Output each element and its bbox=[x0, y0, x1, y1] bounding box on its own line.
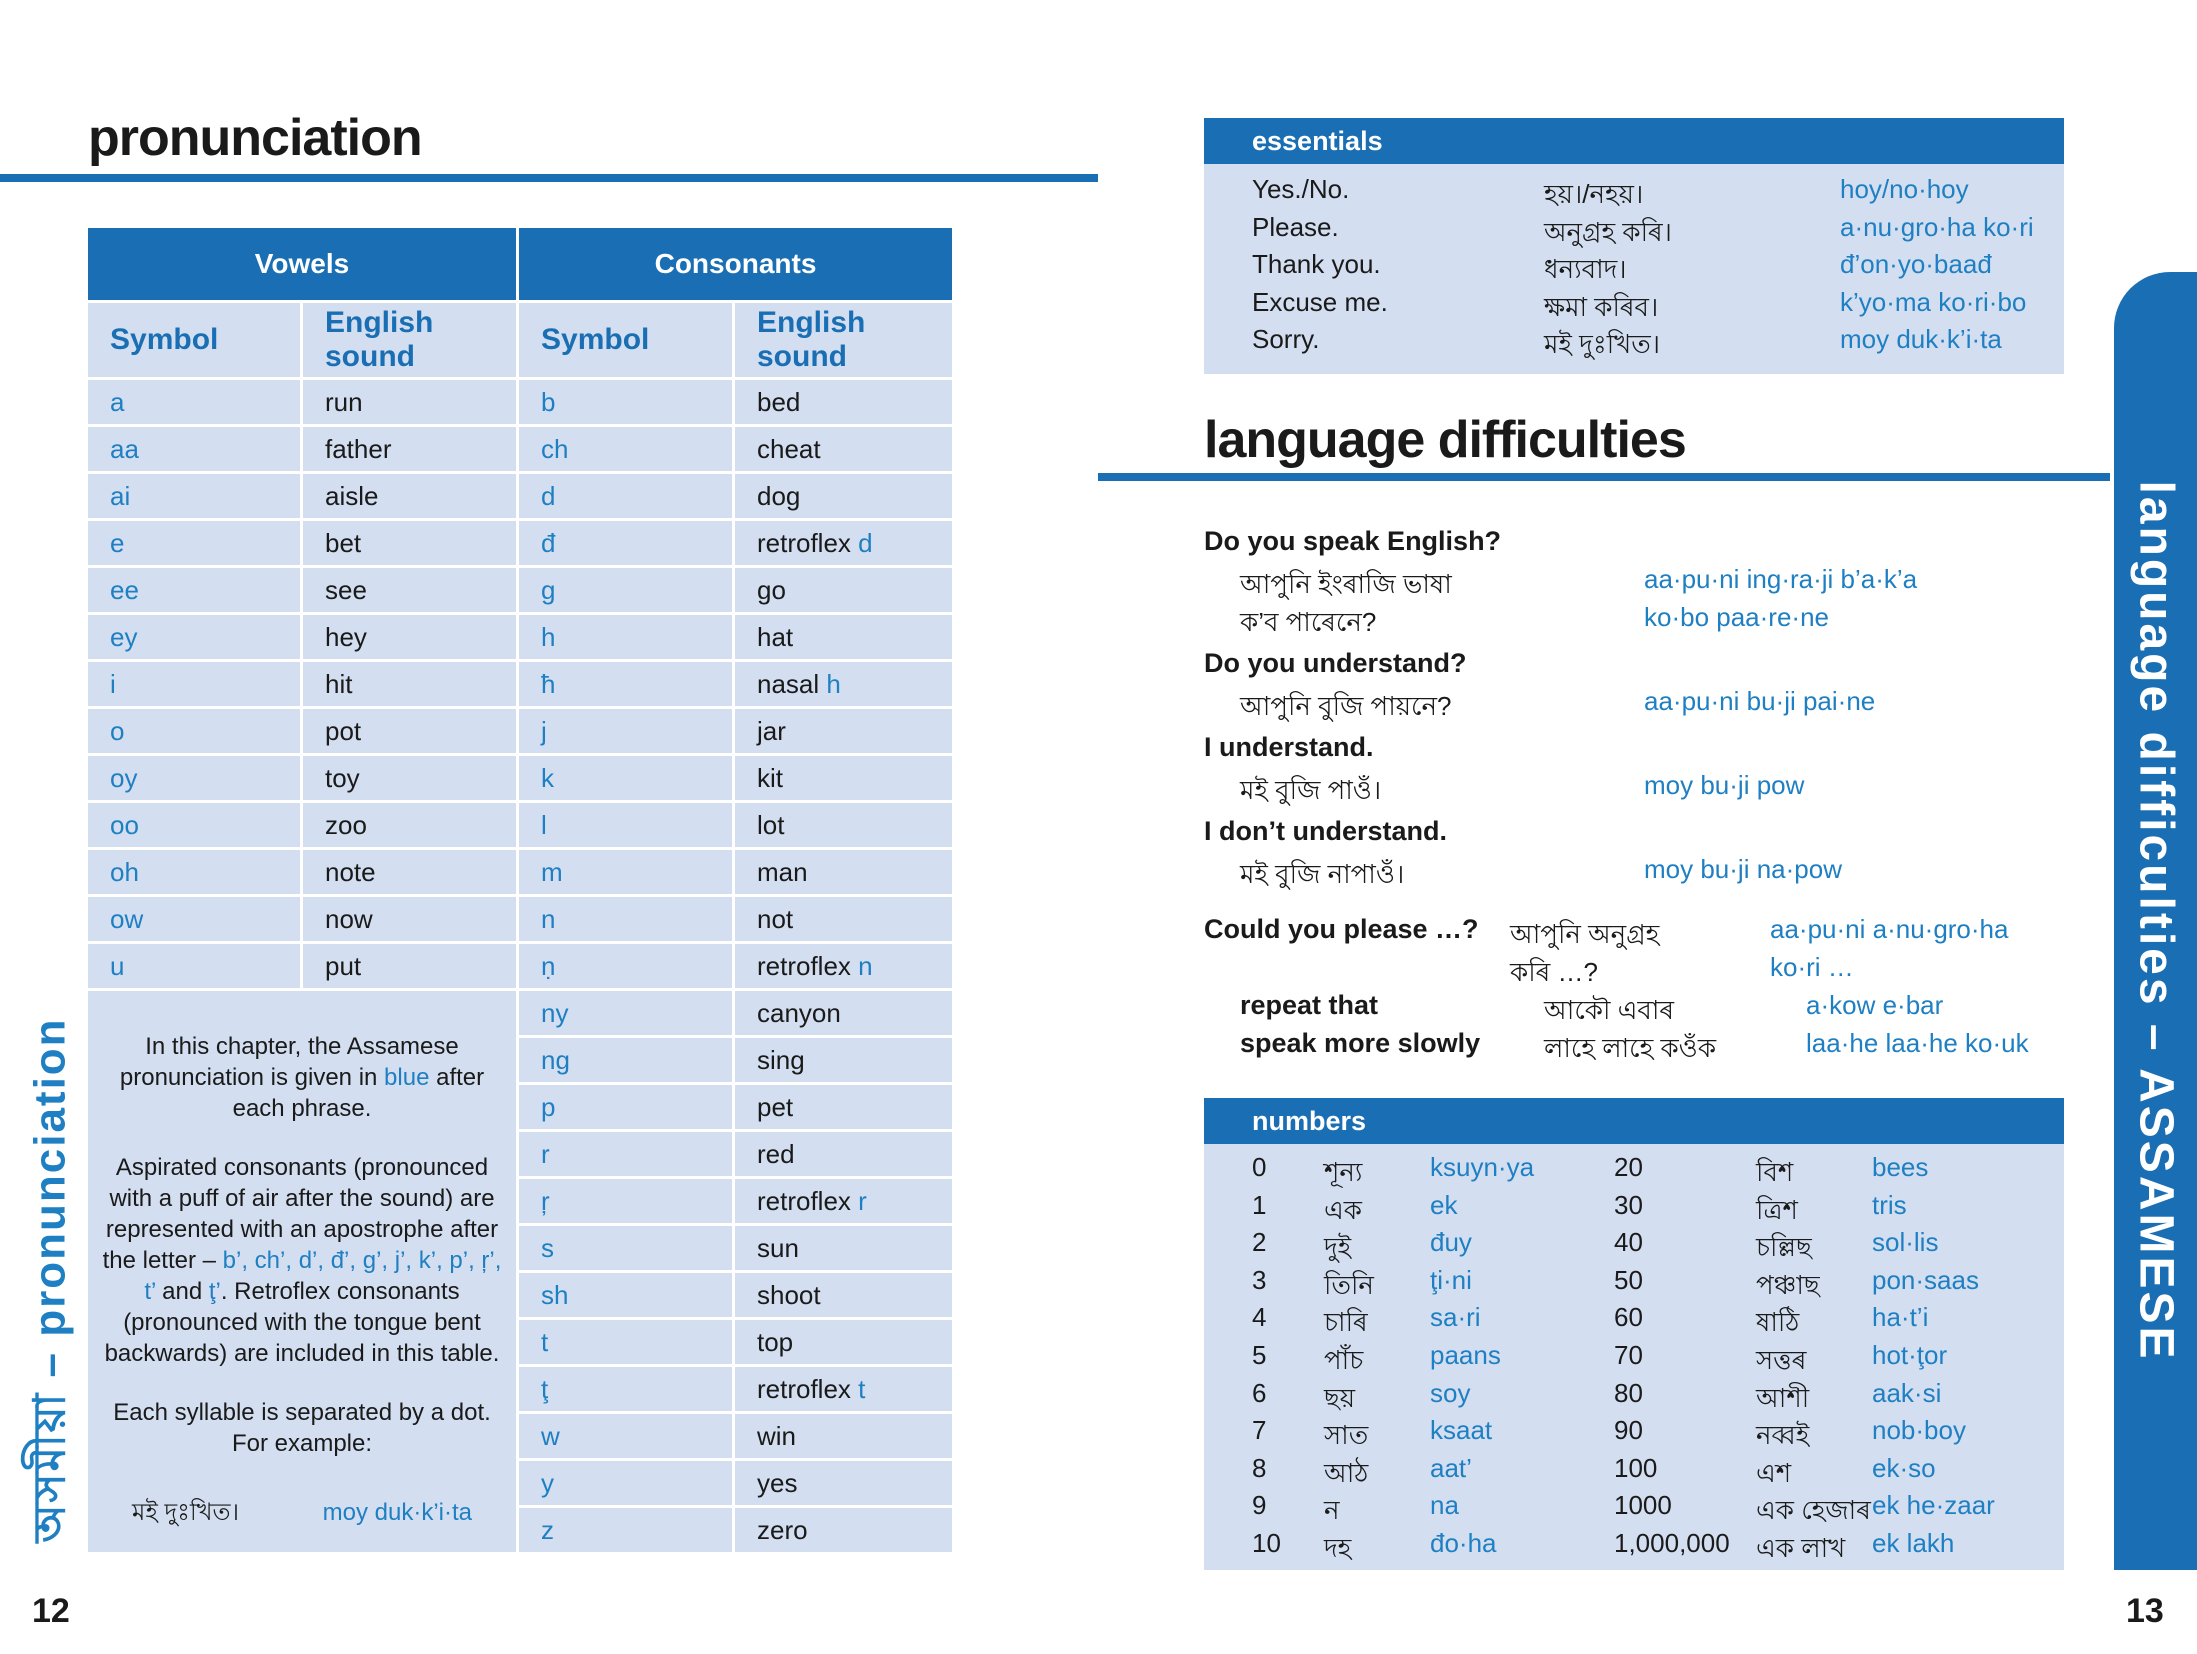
side-label-text: – pronunciation bbox=[25, 1017, 75, 1392]
phrase-pronunciation: aa·pu·ni bu·ji pai·ne bbox=[1644, 686, 1876, 716]
consonant-sound-text: zero bbox=[757, 1514, 808, 1545]
consonant-sound-text: canyon bbox=[757, 997, 841, 1028]
essential-english: Yes./No. bbox=[1252, 174, 1350, 204]
consonant-sound-text: retroflex bbox=[757, 1185, 859, 1216]
side-tab-label: language difficulties – ASSAMESE bbox=[2129, 480, 2182, 1362]
essential-script: ক্ষমা কৰিব। bbox=[1544, 291, 1659, 322]
note-text: and bbox=[155, 1278, 209, 1305]
vowel-sound-header: English sound bbox=[303, 300, 519, 377]
number-script: সত্তৰ bbox=[1756, 1345, 1807, 1375]
note-text: Each syllable is separated by a dot. For example: bbox=[113, 1399, 491, 1457]
consonant-sound-text: sing bbox=[757, 1044, 805, 1075]
consonant-sound bbox=[735, 988, 952, 1035]
consonant-sound bbox=[735, 424, 952, 471]
title-rule bbox=[0, 174, 1098, 182]
consonant-sound bbox=[735, 706, 952, 753]
number-script: সাত bbox=[1324, 1420, 1369, 1451]
consonant-symbol: ng bbox=[519, 1035, 735, 1082]
consonant-sound bbox=[735, 1270, 952, 1317]
essential-pronunciation: a·nu·gro·ha ko·ri bbox=[1840, 211, 2034, 242]
consonant-sound-text: win bbox=[757, 1420, 797, 1451]
number-digit: 80 bbox=[1614, 1377, 1643, 1408]
phrase-script: লাহে লাহে কওঁক bbox=[1544, 1033, 1717, 1063]
number-row bbox=[1204, 1265, 2064, 1302]
consonant-sound bbox=[735, 800, 952, 847]
consonant-sound-text: cheat bbox=[757, 433, 821, 464]
consonant-symbol: p bbox=[519, 1082, 735, 1129]
vowel-symbol: oy bbox=[88, 753, 303, 800]
consonant-sound-text: go bbox=[757, 574, 786, 605]
numbers-heading: numbers bbox=[1204, 1098, 2064, 1144]
number-pronunciation: nob·boy bbox=[1872, 1415, 1966, 1446]
essentials-box bbox=[1204, 164, 2064, 374]
number-pronunciation: bees bbox=[1872, 1152, 1929, 1182]
number-digit: 90 bbox=[1614, 1415, 1643, 1446]
phrase-pronunciation: ko·bo paa·re·ne bbox=[1644, 602, 1829, 632]
number-digit: 1,000,000 bbox=[1614, 1528, 1730, 1558]
number-row bbox=[1204, 1378, 2064, 1415]
consonant-sound-letter: r bbox=[858, 1185, 867, 1216]
vowel-sound: now bbox=[303, 894, 519, 941]
consonant-sound bbox=[735, 1505, 952, 1552]
consonant-sound bbox=[735, 847, 952, 894]
essentials-heading: essentials bbox=[1204, 118, 2064, 164]
vowels-header: Vowels bbox=[88, 228, 519, 300]
number-row bbox=[1204, 1152, 2064, 1189]
number-script: পাঁচ bbox=[1324, 1345, 1364, 1375]
table-row bbox=[88, 753, 952, 800]
vowel-symbol-header: Symbol bbox=[88, 300, 303, 377]
vowel-symbol: ey bbox=[88, 612, 303, 659]
note-text: Aspirated consonants (pronounced with a puff of air after the sound) are represented with an apostrophe after the letter – bbox=[102, 1154, 499, 1274]
phrase-pronunciation: moy bu·ji pow bbox=[1644, 770, 1805, 800]
vowel-sound: run bbox=[303, 377, 519, 424]
phrase-pronunciation: a·kow e·bar bbox=[1806, 990, 1944, 1020]
vowel-symbol: ai bbox=[88, 471, 303, 518]
number-digit: 3 bbox=[1252, 1264, 1267, 1295]
essential-english: Please. bbox=[1252, 211, 1339, 242]
number-script: চাৰি bbox=[1324, 1307, 1368, 1338]
note-blue: b’, ch’, d’, đ’, g’, j’, k’, p’, ŗ’, t’ bbox=[144, 1247, 502, 1305]
consonant-symbol: ţ bbox=[519, 1364, 735, 1411]
number-digit: 50 bbox=[1614, 1264, 1643, 1295]
number-row bbox=[1204, 1190, 2064, 1227]
consonant-sound bbox=[735, 1129, 952, 1176]
vowel-symbol: u bbox=[88, 941, 303, 988]
note-text: . Retroflex consonants (pronounced with the tongue bent backwards) are included in this table. bbox=[104, 1278, 500, 1367]
consonant-symbol: s bbox=[519, 1223, 735, 1270]
consonant-symbol: đ bbox=[519, 518, 735, 565]
consonant-symbol: r bbox=[519, 1129, 735, 1176]
number-digit: 0 bbox=[1252, 1152, 1267, 1182]
number-pronunciation: đo·ha bbox=[1430, 1528, 1497, 1558]
number-digit: 2 bbox=[1252, 1227, 1267, 1258]
vowel-symbol: oo bbox=[88, 800, 303, 847]
number-script: এক হেজাৰ bbox=[1756, 1495, 1871, 1526]
phrase-script: আপুনি অনুগ্ৰহ bbox=[1510, 919, 1660, 949]
number-row bbox=[1204, 1453, 2064, 1490]
essential-pronunciation: đ’on·yo·baađ bbox=[1840, 249, 1992, 279]
consonant-sound-text: top bbox=[757, 1326, 794, 1357]
consonant-symbol: d bbox=[519, 471, 735, 518]
consonant-symbol: b bbox=[519, 377, 735, 424]
number-pronunciation: aat’ bbox=[1430, 1452, 1472, 1483]
consonant-symbol: j bbox=[519, 706, 735, 753]
example-script: মই দুঃখিত। bbox=[132, 1499, 240, 1526]
table-row bbox=[88, 894, 952, 941]
phrase-english: I understand. bbox=[1204, 732, 1374, 762]
consonant-sound-text: yes bbox=[757, 1467, 798, 1498]
essential-english: Sorry. bbox=[1252, 324, 1320, 354]
phrase-script: মই বুজি পাওঁ। bbox=[1240, 775, 1382, 805]
phrase-pronunciation: moy bu·ji na·pow bbox=[1644, 854, 1842, 884]
consonant-symbol-header: Symbol bbox=[519, 300, 735, 377]
consonant-symbol: m bbox=[519, 847, 735, 894]
vowel-symbol: ee bbox=[88, 565, 303, 612]
consonant-sound-text: hat bbox=[757, 621, 794, 652]
consonant-sound bbox=[735, 1364, 952, 1411]
table-row bbox=[88, 377, 952, 424]
table-row bbox=[88, 659, 952, 706]
table-row bbox=[88, 941, 952, 988]
consonant-sound bbox=[735, 612, 952, 659]
number-pronunciation: ţi·ni bbox=[1430, 1264, 1472, 1295]
number-script: পঞ্চাছ bbox=[1756, 1269, 1820, 1300]
consonant-symbol: z bbox=[519, 1505, 735, 1552]
consonant-sound-text: shoot bbox=[757, 1279, 821, 1310]
number-row bbox=[1204, 1340, 2064, 1377]
number-script: নব্বই bbox=[1756, 1420, 1810, 1451]
consonant-sound bbox=[735, 1411, 952, 1458]
phrase-script: আপুনি বুজি পায়নে? bbox=[1240, 691, 1452, 721]
note-text: In this chapter, the Assamese pronunciation is given in bbox=[119, 1033, 459, 1091]
note-example bbox=[102, 1497, 502, 1528]
number-pronunciation: na bbox=[1430, 1490, 1459, 1521]
consonant-sound bbox=[735, 894, 952, 941]
essential-pronunciation: k’yo·ma ko·ri·bo bbox=[1840, 286, 2027, 317]
vowel-sound: aisle bbox=[303, 471, 519, 518]
table-row bbox=[88, 847, 952, 894]
consonant-symbol: k bbox=[519, 753, 735, 800]
number-digit: 70 bbox=[1614, 1340, 1643, 1370]
table-row bbox=[88, 518, 952, 565]
number-script: এক bbox=[1324, 1194, 1362, 1225]
consonant-symbol: y bbox=[519, 1458, 735, 1505]
table-row bbox=[88, 424, 952, 471]
consonant-sound-text: retroflex bbox=[757, 950, 859, 981]
consonant-sound-text: jar bbox=[757, 715, 786, 746]
page-number-right: 13 bbox=[2126, 1592, 2164, 1630]
number-pronunciation: ksaat bbox=[1430, 1415, 1493, 1446]
number-digit: 20 bbox=[1614, 1152, 1643, 1182]
consonant-symbol: ṇ bbox=[519, 941, 735, 988]
consonant-sound bbox=[735, 1223, 952, 1270]
vowel-sound: pot bbox=[303, 706, 519, 753]
essential-pronunciation: moy duk·k’i·ta bbox=[1840, 324, 2002, 354]
number-script: চল্লিছ bbox=[1756, 1232, 1812, 1263]
number-pronunciation: đuy bbox=[1430, 1227, 1472, 1258]
number-script: এশ bbox=[1756, 1457, 1792, 1488]
phrase-script: মই বুজি নাপাওঁ। bbox=[1240, 859, 1405, 889]
consonant-sound bbox=[735, 1317, 952, 1364]
side-label-script: অসমীয়া bbox=[25, 1391, 75, 1543]
vowel-sound: zoo bbox=[303, 800, 519, 847]
consonant-sound-text: pet bbox=[757, 1091, 794, 1122]
number-script: দহ bbox=[1324, 1533, 1352, 1563]
number-digit: 10 bbox=[1252, 1528, 1281, 1558]
vowel-symbol: o bbox=[88, 706, 303, 753]
consonant-sound-text: not bbox=[757, 903, 794, 934]
consonant-sound-text: kit bbox=[757, 762, 783, 793]
number-digit: 8 bbox=[1252, 1452, 1267, 1483]
consonant-sound-text: bed bbox=[757, 386, 801, 417]
table-row bbox=[88, 471, 952, 518]
phrase-english: I don’t understand. bbox=[1204, 816, 1447, 846]
consonant-symbol: ŗ bbox=[519, 1176, 735, 1223]
vowel-sound: hey bbox=[303, 612, 519, 659]
phrase-english: speak more slowly bbox=[1240, 1028, 1481, 1058]
number-digit: 100 bbox=[1614, 1452, 1658, 1483]
number-digit: 9 bbox=[1252, 1490, 1267, 1521]
consonant-sound-text: man bbox=[757, 856, 808, 887]
numbers-box bbox=[1204, 1144, 2064, 1570]
number-digit: 7 bbox=[1252, 1415, 1267, 1446]
number-digit: 30 bbox=[1614, 1189, 1643, 1220]
number-digit: 6 bbox=[1252, 1377, 1267, 1408]
essential-script: হয়।/নহয়। bbox=[1544, 179, 1644, 209]
vowel-symbol: oh bbox=[88, 847, 303, 894]
number-digit: 4 bbox=[1252, 1302, 1267, 1333]
phrase-english: Do you speak English? bbox=[1204, 526, 1502, 556]
phrase-script: আপুনি ইংৰাজি ভাষা bbox=[1240, 569, 1452, 599]
vowel-sound: note bbox=[303, 847, 519, 894]
page-number-left: 12 bbox=[32, 1592, 70, 1630]
vowel-symbol: i bbox=[88, 659, 303, 706]
consonant-symbol: ħ bbox=[519, 659, 735, 706]
consonant-symbol: t bbox=[519, 1317, 735, 1364]
consonant-sound-text: sun bbox=[757, 1232, 799, 1263]
consonant-sound bbox=[735, 753, 952, 800]
vowel-sound: father bbox=[303, 424, 519, 471]
consonants-header: Consonants bbox=[519, 228, 952, 300]
side-label-pronunciation bbox=[18, 1010, 88, 1550]
number-script: শূন্য bbox=[1324, 1157, 1363, 1187]
note-blue: blue bbox=[384, 1064, 430, 1091]
vowel-sound: hit bbox=[303, 659, 519, 706]
consonant-sound bbox=[735, 565, 952, 612]
consonant-symbol: sh bbox=[519, 1270, 735, 1317]
consonant-sound-text: retroflex bbox=[757, 527, 859, 558]
number-pronunciation: sa·ri bbox=[1430, 1302, 1481, 1333]
consonant-symbol: ny bbox=[519, 988, 735, 1035]
number-pronunciation: ek lakh bbox=[1872, 1528, 1955, 1558]
essential-script: অনুগ্রহ কৰি। bbox=[1544, 216, 1672, 247]
consonant-sound bbox=[735, 941, 952, 988]
note-text: after each phrase. bbox=[232, 1064, 485, 1122]
table-row bbox=[88, 988, 952, 1035]
table-row bbox=[88, 565, 952, 612]
consonant-sound-text: dog bbox=[757, 480, 801, 511]
consonant-sound-letter: t bbox=[858, 1373, 866, 1404]
consonant-symbol: w bbox=[519, 1411, 735, 1458]
number-row bbox=[1204, 1302, 2064, 1339]
vowel-symbol: a bbox=[88, 377, 303, 424]
vowel-symbol: ow bbox=[88, 894, 303, 941]
number-digit: 1 bbox=[1252, 1189, 1267, 1220]
consonant-sound bbox=[735, 1458, 952, 1505]
vowel-sound: see bbox=[303, 565, 519, 612]
number-script: তিনি bbox=[1324, 1269, 1374, 1300]
consonant-sound-text: retroflex bbox=[757, 1373, 859, 1404]
phrase-english: Could you please …? bbox=[1204, 914, 1479, 944]
page-title-pronunciation: pronunciation bbox=[88, 109, 422, 167]
pronunciation-note bbox=[88, 988, 519, 1552]
essential-script: ধন্যবাদ। bbox=[1544, 254, 1627, 284]
phrase-pronunciation: aa·pu·ni ing·ra·ji b’a·k’a bbox=[1644, 564, 1918, 594]
number-digit: 60 bbox=[1614, 1302, 1643, 1333]
number-pronunciation: paans bbox=[1430, 1340, 1501, 1370]
note-blue: ţ’ bbox=[208, 1278, 221, 1305]
consonant-symbol: g bbox=[519, 565, 735, 612]
number-pronunciation: ek bbox=[1430, 1189, 1458, 1220]
number-pronunciation: ek he·zaar bbox=[1872, 1490, 1995, 1521]
number-digit: 5 bbox=[1252, 1340, 1267, 1370]
consonant-sound-text: red bbox=[757, 1138, 795, 1169]
number-digit: 40 bbox=[1614, 1227, 1643, 1258]
number-row bbox=[1204, 1415, 2064, 1452]
table-row bbox=[88, 800, 952, 847]
phrase-script: কৰি …? bbox=[1510, 957, 1598, 987]
essential-english: Excuse me. bbox=[1252, 286, 1388, 317]
phrase-pronunciation: aa·pu·ni a·nu·gro·ha bbox=[1770, 914, 2009, 944]
consonant-symbol: ch bbox=[519, 424, 735, 471]
number-script: বিশ bbox=[1756, 1157, 1794, 1187]
consonant-sound-letter: d bbox=[858, 527, 873, 558]
pronunciation-table bbox=[88, 228, 952, 1552]
number-pronunciation: sol·lis bbox=[1872, 1227, 1939, 1258]
number-pronunciation: ksuyn·ya bbox=[1430, 1152, 1535, 1182]
phrase-script: ক’ব পাৰেনে? bbox=[1240, 607, 1377, 637]
consonant-symbol: h bbox=[519, 612, 735, 659]
number-script: এক লাখ bbox=[1756, 1533, 1846, 1563]
number-script: ষাঠি bbox=[1756, 1307, 1800, 1338]
phrase-english: repeat that bbox=[1240, 990, 1379, 1020]
number-row bbox=[1204, 1528, 2064, 1565]
number-script: আশী bbox=[1756, 1382, 1810, 1413]
number-pronunciation: pon·saas bbox=[1872, 1264, 1979, 1295]
essential-pronunciation: hoy/no·hoy bbox=[1840, 174, 1969, 204]
number-script: ন bbox=[1324, 1495, 1340, 1526]
number-pronunciation: tris bbox=[1872, 1189, 1907, 1220]
phrase-script: আকৌ এবাৰ bbox=[1544, 995, 1675, 1025]
consonant-sound bbox=[735, 518, 952, 565]
phrase-pronunciation: ko·ri … bbox=[1770, 952, 1854, 982]
number-script: দুই bbox=[1324, 1232, 1352, 1263]
consonant-sound-letter: n bbox=[858, 950, 873, 981]
number-script: আঠ bbox=[1324, 1457, 1369, 1488]
table-row bbox=[88, 612, 952, 659]
number-pronunciation: soy bbox=[1430, 1377, 1471, 1408]
essential-script: মই দুঃখিত। bbox=[1544, 329, 1661, 359]
consonant-sound bbox=[735, 1176, 952, 1223]
vowel-symbol: aa bbox=[88, 424, 303, 471]
vowel-symbol: e bbox=[88, 518, 303, 565]
vowel-sound: bet bbox=[303, 518, 519, 565]
consonant-symbol: n bbox=[519, 894, 735, 941]
consonant-sound bbox=[735, 1082, 952, 1129]
consonant-sound bbox=[735, 659, 952, 706]
consonant-sound bbox=[735, 1035, 952, 1082]
consonant-sound bbox=[735, 377, 952, 424]
number-pronunciation: ek·so bbox=[1872, 1452, 1936, 1483]
consonant-sound-letter: h bbox=[826, 668, 841, 699]
table-row bbox=[88, 706, 952, 753]
number-pronunciation: aak·si bbox=[1872, 1377, 1942, 1408]
number-script: ছয় bbox=[1324, 1382, 1356, 1413]
side-tab-language-difficulties bbox=[2114, 272, 2197, 1570]
vowel-sound: toy bbox=[303, 753, 519, 800]
title-rule bbox=[1098, 473, 2110, 481]
vowel-sound: put bbox=[303, 941, 519, 988]
phrase-english: Do you understand? bbox=[1204, 648, 1467, 678]
number-digit: 1000 bbox=[1614, 1490, 1672, 1521]
number-row bbox=[1204, 1227, 2064, 1264]
essential-english: Thank you. bbox=[1252, 249, 1381, 279]
number-script: ত্রিশ bbox=[1756, 1194, 1798, 1225]
example-pronunciation: moy duk·k’i·ta bbox=[322, 1499, 472, 1526]
number-row bbox=[1204, 1490, 2064, 1527]
number-pronunciation: hot·ţor bbox=[1872, 1340, 1948, 1370]
consonant-sound-header: English sound bbox=[735, 300, 952, 377]
phrase-pronunciation: laa·he laa·he ko·uk bbox=[1806, 1028, 2029, 1058]
consonant-symbol: l bbox=[519, 800, 735, 847]
number-pronunciation: ha·t’i bbox=[1872, 1302, 1929, 1333]
consonant-sound-text: lot bbox=[757, 809, 785, 840]
consonant-sound bbox=[735, 471, 952, 518]
section-title-language-difficulties: language difficulties bbox=[1204, 411, 1686, 469]
consonant-sound-text: nasal bbox=[757, 668, 827, 699]
